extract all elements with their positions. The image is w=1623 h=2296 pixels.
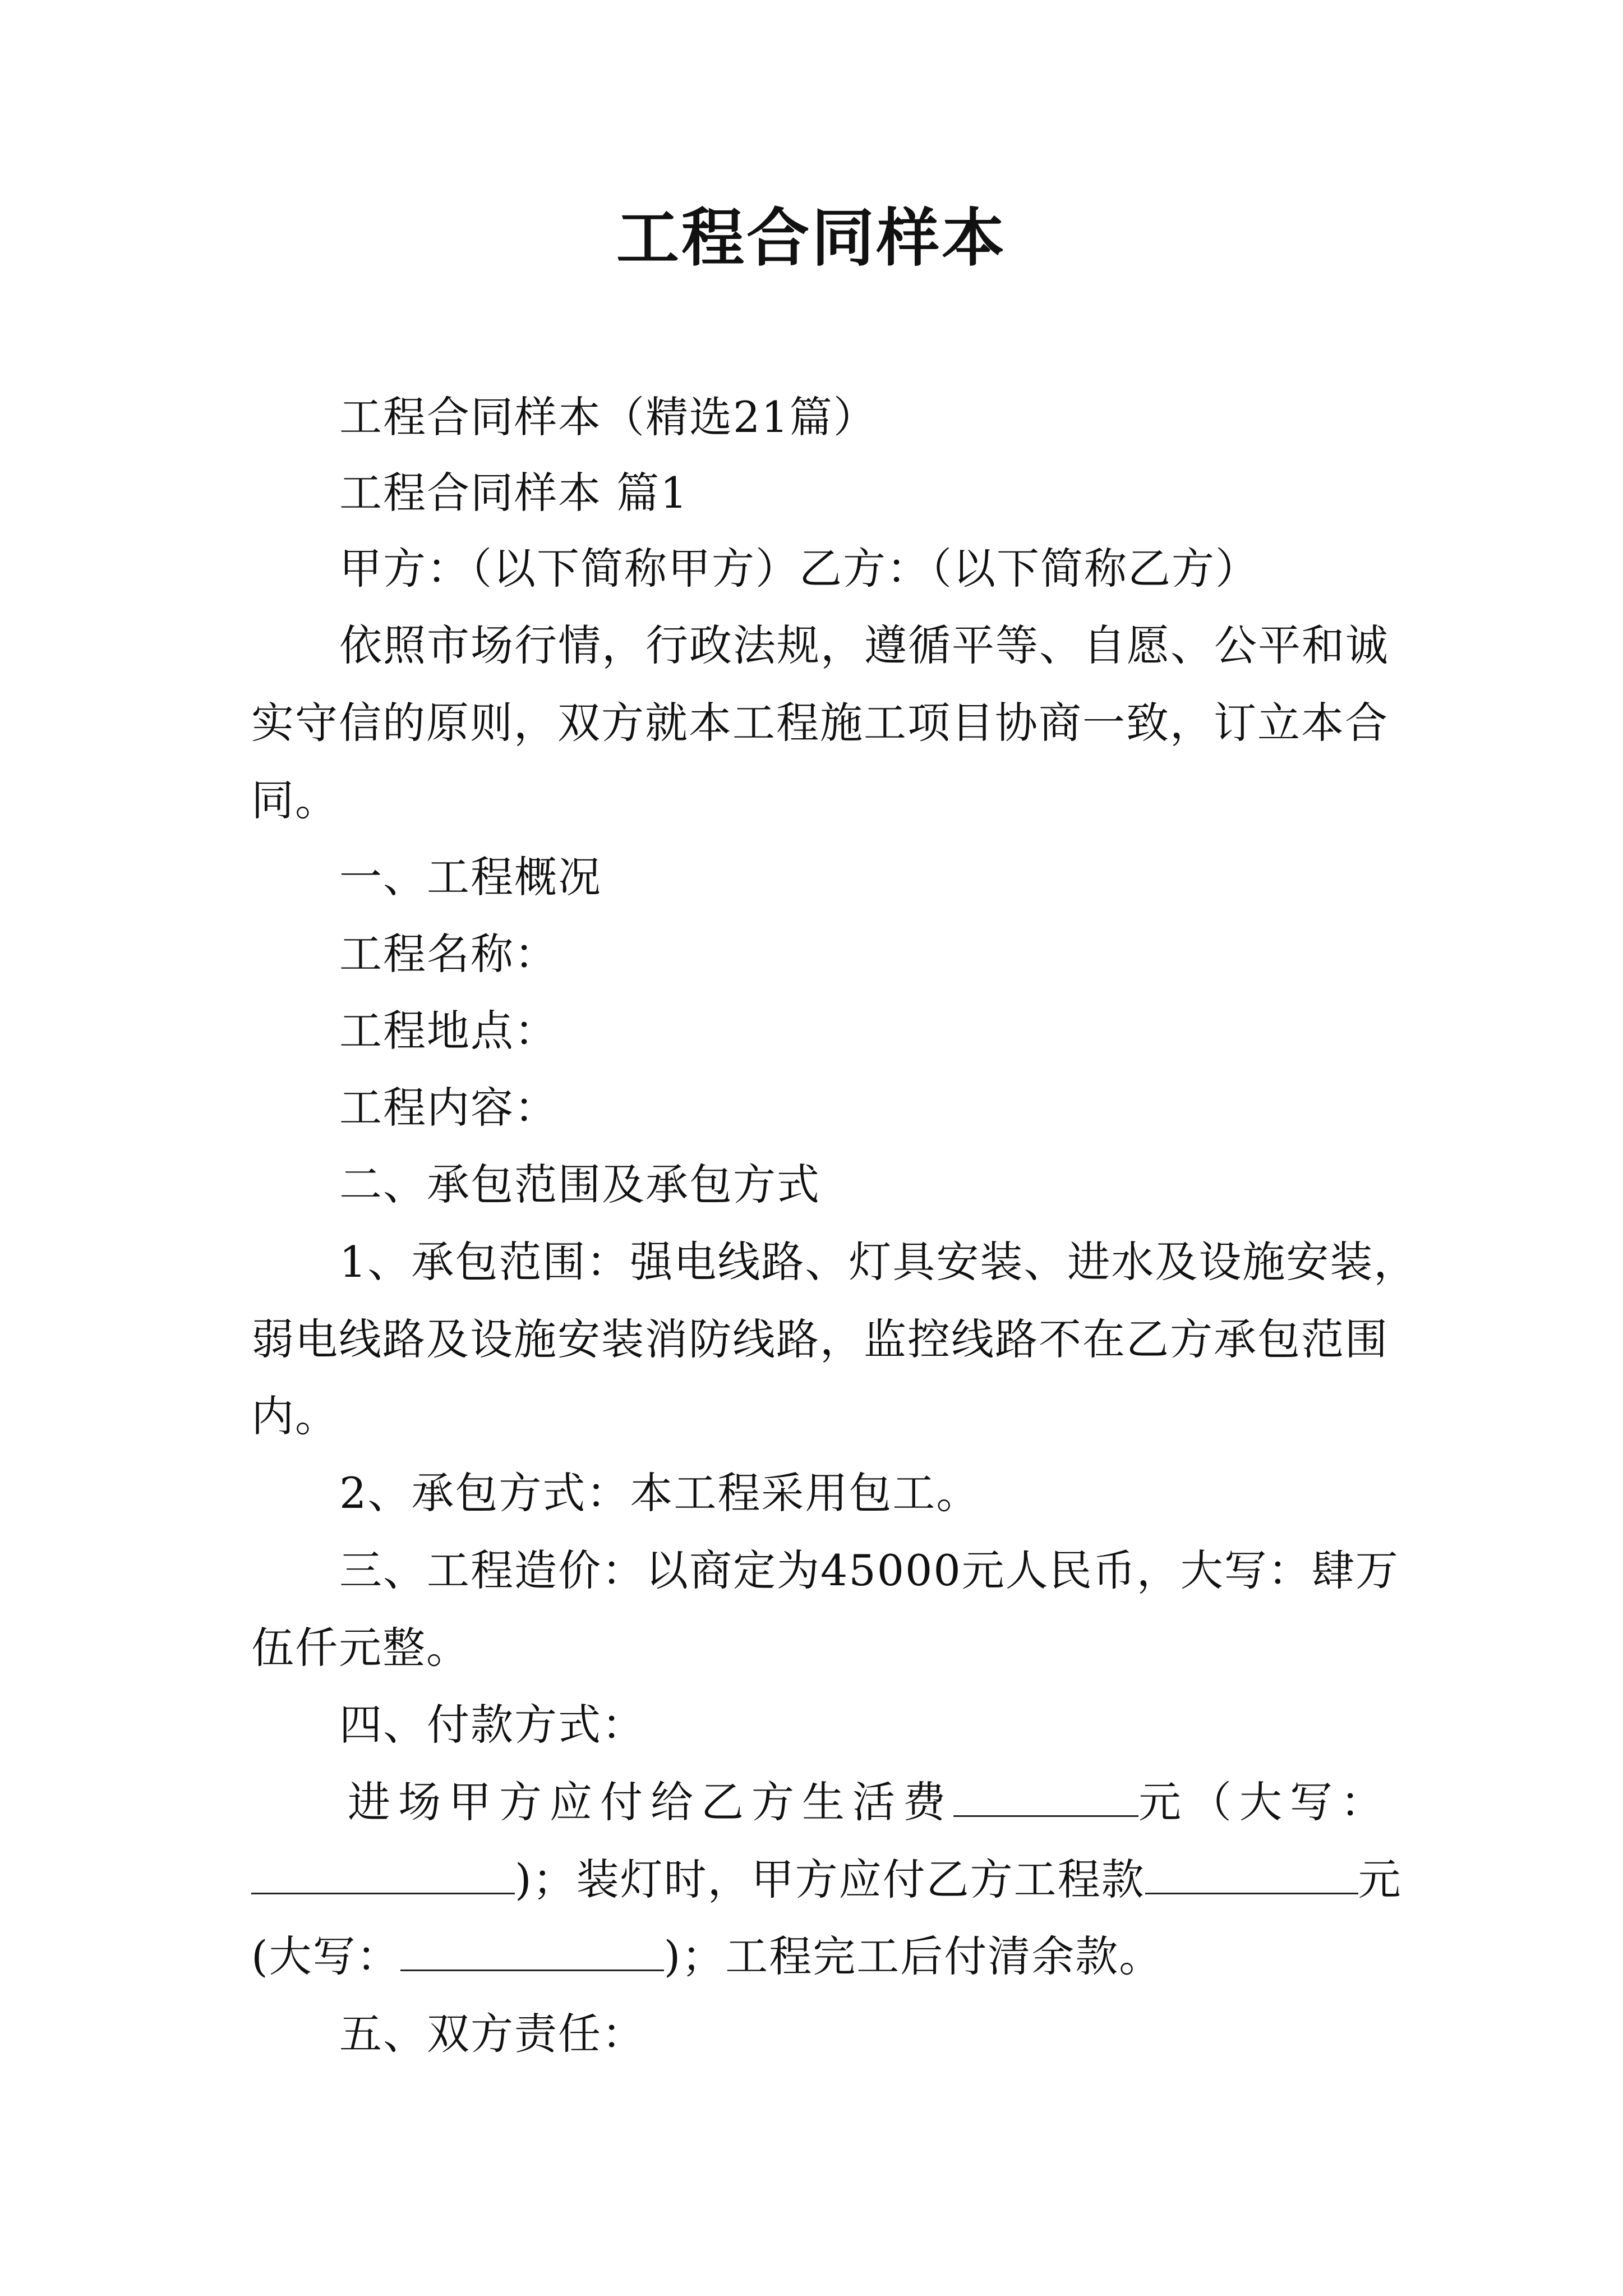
paragraph-line: 2、承包方式：本工程采用包工。 — [339, 1468, 980, 1518]
fill-in-blank[interactable] — [400, 1930, 664, 1971]
payment-line — [251, 1841, 1402, 1918]
section-heading: 四、付款方式： — [339, 1700, 645, 1750]
subtitle-line: 工程合同样本（精选21篇） — [339, 392, 877, 442]
payment-text: 进场甲方应付给乙方生活费 — [348, 1777, 953, 1827]
payment-text: )；装灯时，甲方应付乙方工程款 — [515, 1855, 1145, 1904]
paragraph-line: 弱电线路及设施安装消防线路，监控线路不在乙方承包范围 — [251, 1314, 1389, 1364]
payment-line — [348, 1764, 1486, 1841]
paragraph-line: 伍仟元整。 — [251, 1623, 470, 1673]
parties-line: 甲方：（以下简称甲方）乙方：（以下简称乙方） — [339, 544, 1259, 593]
section-heading: 五、双方责任： — [339, 2009, 645, 2059]
payment-text: )；工程完工后付清余款。 — [663, 1931, 1163, 1981]
paragraph-line: 1、承包范围：强电线路、灯具安装、进水及设施安装， — [339, 1237, 1418, 1287]
paragraph-line: 三、工程造价：以商定为45000元人民币，大写：肆万 — [339, 1545, 1399, 1595]
paragraph-line: 实守信的原则，双方就本工程施工项目协商一致，订立本合 — [251, 698, 1389, 748]
fill-in-blank[interactable] — [251, 1853, 515, 1894]
paragraph-line: 内。 — [251, 1391, 339, 1441]
field-label: 工程名称： — [339, 929, 558, 979]
payment-text: 元（大写： — [1138, 1777, 1391, 1827]
paragraph-line: 依照市场行情，行政法规，遵循平等、自愿、公平和诚 — [339, 620, 1389, 670]
payment-line — [251, 1918, 1390, 1995]
field-label: 工程地点： — [339, 1006, 558, 1056]
section-heading: 二、承包范围及承包方式 — [339, 1159, 820, 1209]
payment-text: 元 — [1358, 1855, 1402, 1904]
payment-text: (大写： — [251, 1931, 400, 1981]
fill-in-blank[interactable] — [953, 1776, 1138, 1817]
section-heading: 一、工程概况 — [339, 852, 602, 902]
field-label: 工程内容： — [339, 1083, 558, 1133]
fill-in-blank[interactable] — [1145, 1853, 1358, 1894]
document-title: 工程合同样本 — [616, 201, 1007, 275]
section-heading: 工程合同样本 篇1 — [339, 468, 689, 518]
paragraph-line: 同。 — [251, 775, 339, 825]
